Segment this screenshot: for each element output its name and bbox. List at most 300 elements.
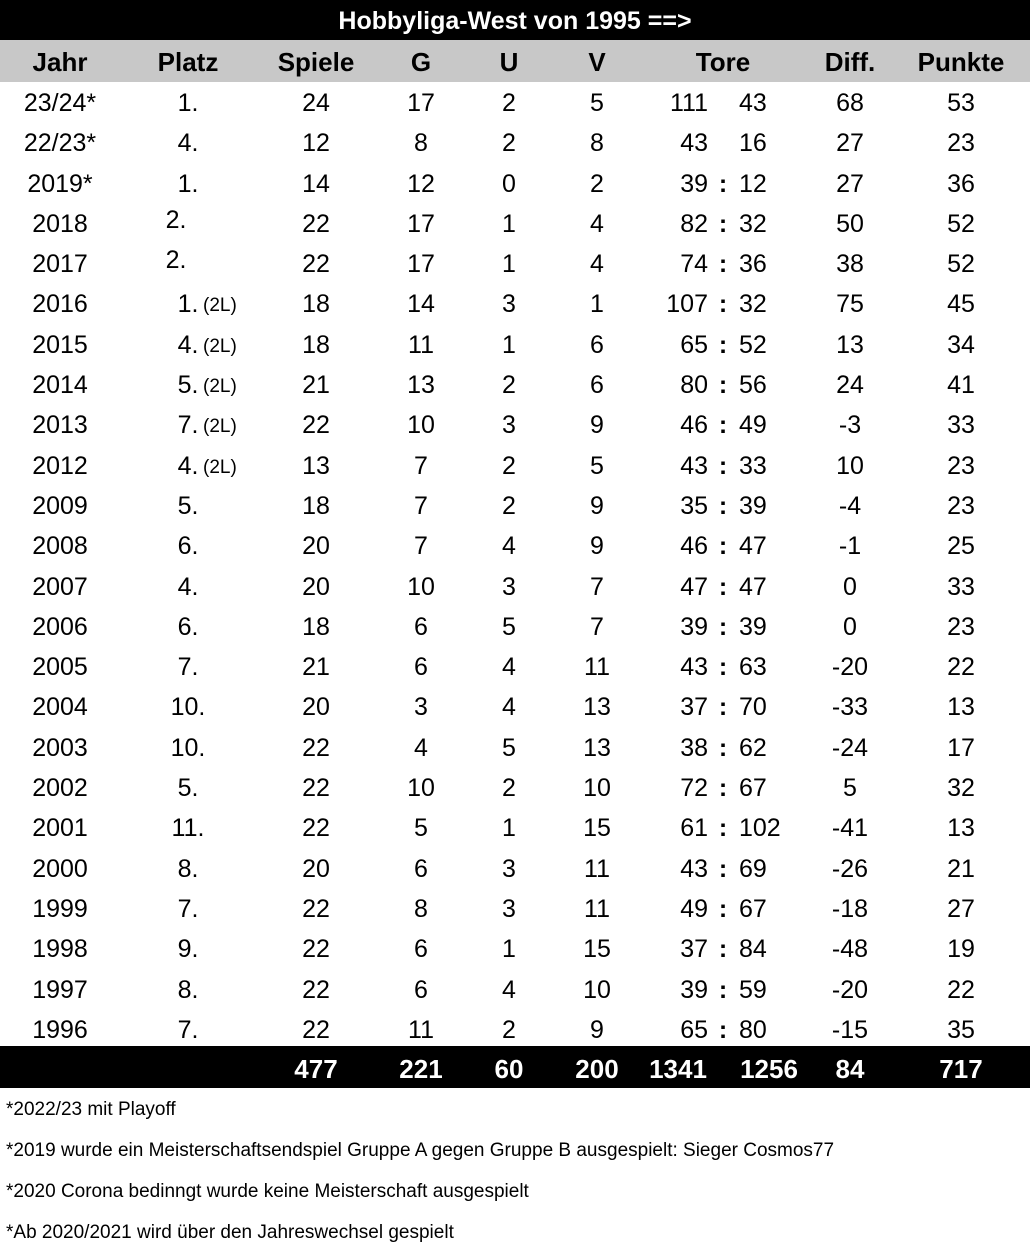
cell-punkte: 33 [947, 572, 975, 601]
cell-u: 5 [502, 612, 516, 641]
cell-platz: 8. [177, 975, 199, 1004]
table-row [0, 445, 1030, 485]
cell-spiele: 22 [302, 209, 330, 238]
cell-punkte: 17 [947, 733, 975, 762]
footnote: *2022/23 mit Playoff [6, 1099, 176, 1120]
cell-platz: 4. [177, 572, 199, 601]
table-row [0, 807, 1030, 847]
cell-sep: : [718, 572, 728, 601]
cell-v: 6 [590, 371, 604, 400]
header-v: V [588, 47, 606, 77]
cell-platz: 4. [177, 330, 199, 359]
cell-jahr: 2007 [32, 572, 88, 601]
cell-platz: 6. [177, 532, 199, 561]
cell-jahr: 2018 [32, 209, 88, 238]
table-row [0, 767, 1030, 807]
cell-sep: : [718, 814, 728, 843]
cell-jahr: 2014 [32, 371, 88, 400]
cell-spiele: 20 [302, 572, 330, 601]
table-title: Hobbyliga-West von 1995 ==> [0, 0, 1030, 40]
cell-platz: 5. [177, 371, 199, 400]
cell-sep: : [718, 371, 728, 400]
cell-tore-for: 43 [680, 451, 708, 480]
cell-tore-for: 43 [680, 854, 708, 883]
cell-g: 6 [414, 975, 428, 1004]
cell-u: 1 [502, 250, 516, 279]
cell-jahr: 2013 [32, 411, 88, 440]
table-row [0, 566, 1030, 606]
cell-diff: 27 [836, 169, 864, 198]
table-row [0, 606, 1030, 646]
cell-punkte: 19 [947, 935, 975, 964]
cell-jahr: 2000 [32, 854, 88, 883]
header-punkte: Punkte [917, 47, 1005, 77]
cell-g: 6 [414, 612, 428, 641]
cell-v: 9 [590, 411, 604, 440]
cell-u: 2 [502, 371, 516, 400]
cell-spiele: 21 [302, 371, 330, 400]
cell-spiele: 18 [302, 290, 330, 319]
cell-platz: 1. [177, 89, 199, 117]
cell-tore-against: 67 [739, 774, 767, 803]
table-row [0, 848, 1030, 888]
cell-u: 0 [502, 169, 516, 198]
cell-tore-against: 67 [739, 894, 767, 923]
cell-jahr: 2016 [32, 290, 88, 319]
cell-g: 7 [414, 451, 428, 480]
cell-tore-against: 80 [739, 1015, 767, 1044]
header-spiele: Spiele [277, 47, 355, 77]
cell-g: 13 [407, 371, 435, 400]
cell-spiele: 20 [302, 854, 330, 883]
table-row [0, 404, 1030, 444]
cell-sep: : [718, 894, 728, 923]
cell-spiele: 22 [302, 814, 330, 843]
table-row [0, 969, 1030, 1009]
cell-spiele: 18 [302, 491, 330, 520]
cell-diff: 24 [836, 371, 864, 400]
total-spiele: 477 [294, 1054, 338, 1084]
cell-tore-for: 111 [669, 89, 708, 117]
cell-tore-for: 43 [680, 129, 708, 158]
cell-u: 4 [502, 532, 516, 561]
total-tore-for: 1341 [649, 1054, 707, 1084]
cell-spiele: 22 [302, 975, 330, 1004]
cell-jahr: 1996 [32, 1015, 88, 1044]
cell-v: 8 [590, 129, 604, 158]
cell-g: 4 [414, 733, 428, 762]
cell-tore-against: 12 [739, 169, 767, 198]
cell-sep: : [718, 935, 728, 964]
table-row [0, 727, 1030, 767]
cell-g: 14 [407, 290, 435, 319]
cell-u: 4 [502, 975, 516, 1004]
cell-tore-against: 47 [739, 572, 767, 601]
total-diff: 84 [835, 1054, 865, 1084]
cell-platz: 6. [177, 612, 199, 641]
cell-sep: : [718, 733, 728, 762]
table-row [0, 928, 1030, 968]
cell-tore-for: 65 [680, 330, 708, 359]
cell-jahr: 2008 [32, 532, 88, 561]
cell-u: 1 [502, 330, 516, 359]
cell-sep: : [718, 653, 728, 682]
cell-tore-for: 82 [680, 209, 708, 238]
cell-u: 4 [502, 693, 516, 722]
cell-u: 1 [502, 814, 516, 843]
table-row [0, 646, 1030, 686]
cell-tore-against: 32 [739, 209, 767, 238]
cell-g: 5 [414, 814, 428, 843]
cell-tore-for: 61 [680, 814, 708, 843]
cell-tore-against: 39 [739, 612, 767, 641]
cell-diff: -41 [831, 814, 869, 843]
cell-punkte: 34 [947, 330, 975, 359]
footnote: *2020 Corona bedinngt wurde keine Meisterschaft ausgespielt [6, 1181, 529, 1202]
cell-tore-for: 43 [680, 653, 708, 682]
cell-g: 17 [407, 250, 435, 279]
cell-platz: 1. [177, 169, 199, 198]
cell-v: 10 [583, 774, 611, 803]
cell-g: 7 [414, 532, 428, 561]
cell-platz: 7. [177, 894, 199, 923]
cell-tore-against: 16 [739, 129, 767, 158]
cell-diff: -48 [831, 935, 869, 964]
cell-v: 7 [590, 572, 604, 601]
cell-spiele: 13 [302, 451, 330, 480]
cell-punkte: 32 [947, 774, 975, 803]
cell-v: 2 [590, 169, 604, 198]
cell-tore-against: 49 [739, 411, 767, 440]
header-row [0, 40, 1030, 82]
cell-jahr: 2001 [32, 814, 88, 843]
cell-liga: (2L) [203, 335, 237, 357]
cell-spiele: 22 [302, 733, 330, 762]
cell-jahr: 22/23* [23, 129, 97, 158]
cell-u: 4 [502, 653, 516, 682]
cell-spiele: 18 [302, 330, 330, 359]
cell-v: 15 [583, 814, 611, 843]
cell-g: 8 [414, 894, 428, 923]
cell-diff: -20 [831, 975, 869, 1004]
cell-v: 1 [590, 290, 604, 319]
cell-tore-for: 46 [680, 411, 708, 440]
cell-v: 10 [583, 975, 611, 1004]
cell-spiele: 18 [302, 612, 330, 641]
cell-g: 3 [414, 693, 428, 722]
cell-diff: 10 [836, 451, 864, 480]
table-row [0, 888, 1030, 928]
cell-jahr: 2015 [32, 330, 88, 359]
cell-g: 17 [407, 209, 435, 238]
cell-punkte: 21 [947, 854, 975, 883]
cell-v: 11 [584, 653, 610, 682]
cell-u: 3 [502, 411, 516, 440]
cell-punkte: 52 [947, 209, 975, 238]
cell-diff: 5 [843, 774, 857, 803]
cell-spiele: 22 [302, 411, 330, 440]
cell-v: 5 [590, 89, 604, 117]
cell-sep: : [718, 290, 728, 319]
cell-g: 11 [408, 330, 434, 359]
table-row [0, 364, 1030, 404]
cell-punkte: 41 [947, 371, 975, 400]
header-jahr: Jahr [32, 47, 88, 77]
cell-tore-against: 102 [739, 814, 781, 843]
cell-platz: 1. [177, 290, 199, 319]
cell-tore-for: 46 [680, 532, 708, 561]
cell-v: 9 [590, 491, 604, 520]
cell-diff: -24 [831, 733, 869, 762]
cell-tore-for: 65 [680, 1015, 708, 1044]
table-row [0, 243, 1030, 283]
cell-tore-for: 72 [680, 774, 708, 803]
cell-diff: -1 [838, 532, 862, 561]
cell-platz: 2. [165, 205, 187, 234]
cell-u: 2 [502, 451, 516, 480]
cell-diff: -33 [831, 693, 869, 722]
cell-jahr: 1998 [32, 935, 88, 964]
cell-u: 1 [502, 209, 516, 238]
total-punkte: 717 [939, 1054, 983, 1084]
cell-v: 11 [584, 894, 610, 923]
cell-sep: : [718, 209, 728, 238]
table-row [0, 122, 1030, 162]
cell-tore-for: 35 [680, 491, 708, 520]
cell-jahr: 2003 [32, 733, 88, 762]
table-row [0, 203, 1030, 243]
header-diff: Diff. [824, 47, 876, 77]
cell-punkte: 53 [947, 89, 975, 117]
cell-punkte: 23 [947, 129, 975, 158]
cell-diff: 27 [836, 129, 864, 158]
cell-platz: 9. [177, 935, 199, 964]
cell-u: 2 [502, 1015, 516, 1044]
footnote: *2019 wurde ein Meisterschaftsendspiel Gruppe A gegen Gruppe B ausgespielt: Sieger Cosmos77 [6, 1140, 835, 1161]
cell-jahr: 2002 [32, 774, 88, 803]
cell-diff: 68 [836, 89, 864, 117]
cell-v: 5 [590, 451, 604, 480]
cell-tore-against: 56 [739, 371, 767, 400]
cell-v: 11 [584, 854, 610, 883]
cell-spiele: 20 [302, 532, 330, 561]
footnote: *Ab 2020/2021 wird über den Jahreswechsel gespielt [6, 1222, 454, 1243]
cell-sep: : [718, 975, 728, 1004]
cell-spiele: 22 [302, 935, 330, 964]
cell-diff: 0 [843, 612, 857, 641]
cell-spiele: 22 [302, 894, 330, 923]
table-row [0, 283, 1030, 323]
cell-tore-against: 59 [739, 975, 767, 1004]
cell-v: 9 [590, 532, 604, 561]
cell-spiele: 24 [302, 89, 330, 117]
cell-tore-against: 32 [739, 290, 767, 319]
cell-g: 11 [408, 1015, 434, 1044]
cell-punkte: 13 [947, 693, 975, 722]
cell-punkte: 23 [947, 612, 975, 641]
cell-tore-for: 80 [680, 371, 708, 400]
cell-liga: (2L) [203, 376, 237, 398]
cell-platz: 4. [177, 451, 199, 480]
table-row [0, 82, 1030, 122]
cell-tore-against: 84 [739, 935, 767, 964]
cell-punkte: 45 [947, 290, 975, 319]
cell-jahr: 2004 [32, 693, 88, 722]
cell-platz: 11. [171, 814, 205, 843]
cell-punkte: 23 [947, 451, 975, 480]
cell-g: 10 [407, 774, 435, 803]
cell-tore-against: 70 [739, 693, 767, 722]
cell-diff: 50 [836, 209, 864, 238]
cell-punkte: 13 [947, 814, 975, 843]
cell-u: 3 [502, 290, 516, 319]
cell-tore-for: 37 [680, 693, 708, 722]
cell-tore-against: 47 [739, 532, 767, 561]
cell-diff: -18 [831, 894, 869, 923]
cell-v: 7 [590, 612, 604, 641]
header-u: U [499, 47, 519, 77]
cell-platz: 7. [177, 653, 199, 682]
cell-tore-against: 36 [739, 250, 767, 279]
cell-u: 2 [502, 491, 516, 520]
table-row [0, 163, 1030, 203]
table-row [0, 525, 1030, 565]
cell-spiele: 12 [302, 129, 330, 158]
cell-sep: : [718, 854, 728, 883]
cell-punkte: 36 [947, 169, 975, 198]
cell-diff: 0 [843, 572, 857, 601]
cell-u: 3 [502, 854, 516, 883]
header-platz: Platz [157, 47, 219, 77]
cell-g: 8 [414, 129, 428, 158]
cell-sep: : [718, 250, 728, 279]
cell-liga: (2L) [203, 416, 237, 438]
cell-tore-against: 69 [739, 854, 767, 883]
cell-jahr: 2019* [27, 169, 93, 198]
cell-jahr: 2012 [32, 451, 88, 480]
cell-tore-for: 49 [680, 894, 708, 923]
cell-platz: 5. [177, 774, 199, 803]
cell-tore-for: 39 [680, 975, 708, 1004]
cell-diff: 75 [836, 290, 864, 319]
cell-diff: -26 [831, 854, 869, 883]
cell-diff: -20 [831, 653, 869, 682]
cell-diff: -4 [838, 491, 862, 520]
total-g: 221 [399, 1054, 443, 1084]
cell-sep: : [718, 169, 728, 198]
cell-jahr: 2017 [32, 250, 88, 279]
cell-tore-for: 47 [680, 572, 708, 601]
cell-v: 13 [583, 733, 611, 762]
cell-tore-against: 43 [739, 89, 767, 117]
table-row [0, 324, 1030, 364]
cell-liga: (2L) [203, 295, 237, 317]
cell-punkte: 52 [947, 250, 975, 279]
cell-punkte: 27 [947, 894, 975, 923]
cell-spiele: 22 [302, 250, 330, 279]
season-rows [0, 82, 1030, 1049]
cell-jahr: 2009 [32, 491, 88, 520]
cell-punkte: 23 [947, 491, 975, 520]
footnotes [6, 1092, 1026, 1256]
cell-u: 2 [502, 774, 516, 803]
cell-u: 2 [502, 129, 516, 158]
cell-g: 6 [414, 653, 428, 682]
total-tore-against: 1256 [740, 1054, 798, 1084]
cell-u: 5 [502, 733, 516, 762]
cell-diff: 13 [836, 330, 864, 359]
cell-platz: 4. [177, 129, 199, 158]
cell-g: 7 [414, 491, 428, 520]
cell-g: 10 [407, 572, 435, 601]
cell-spiele: 21 [302, 653, 330, 682]
cell-punkte: 35 [947, 1015, 975, 1044]
cell-v: 13 [583, 693, 611, 722]
cell-sep: : [718, 1015, 728, 1044]
cell-tore-against: 39 [739, 491, 767, 520]
cell-platz: 10. [170, 693, 206, 722]
cell-jahr: 2006 [32, 612, 88, 641]
header-tore: Tore [695, 47, 751, 77]
table-row [0, 485, 1030, 525]
cell-u: 3 [502, 894, 516, 923]
cell-sep: : [718, 612, 728, 641]
cell-v: 4 [590, 209, 604, 238]
cell-tore-against: 52 [739, 330, 767, 359]
cell-sep: : [718, 330, 728, 359]
cell-platz: 2. [165, 246, 187, 275]
header-g: G [410, 47, 432, 77]
totals-row [0, 1046, 1030, 1088]
cell-sep: : [718, 774, 728, 803]
cell-g: 17 [407, 89, 435, 117]
cell-tore-against: 62 [739, 733, 767, 762]
cell-tore-against: 63 [739, 653, 767, 682]
cell-tore-for: 74 [680, 250, 708, 279]
cell-diff: -15 [831, 1015, 869, 1044]
cell-g: 6 [414, 935, 428, 964]
total-u: 60 [494, 1054, 524, 1084]
cell-punkte: 22 [947, 653, 975, 682]
table-row [0, 1009, 1030, 1049]
cell-tore-for: 107 [666, 290, 708, 319]
cell-jahr: 2005 [32, 653, 88, 682]
total-v: 200 [575, 1054, 619, 1084]
cell-tore-for: 39 [680, 612, 708, 641]
cell-sep: : [718, 491, 728, 520]
cell-platz: 8. [177, 854, 199, 883]
cell-platz: 10. [170, 733, 206, 762]
cell-punkte: 25 [947, 532, 975, 561]
cell-diff: -3 [838, 411, 862, 440]
cell-jahr: 1999 [32, 894, 88, 923]
cell-sep: : [718, 693, 728, 722]
cell-v: 6 [590, 330, 604, 359]
cell-platz: 7. [177, 1015, 199, 1044]
table-row [0, 686, 1030, 726]
cell-punkte: 33 [947, 411, 975, 440]
cell-sep: : [718, 451, 728, 480]
cell-liga: (2L) [203, 456, 237, 478]
cell-spiele: 14 [302, 169, 330, 198]
cell-spiele: 22 [302, 1015, 330, 1044]
cell-tore-against: 33 [739, 451, 767, 480]
cell-g: 10 [407, 411, 435, 440]
cell-tore-for: 37 [680, 935, 708, 964]
cell-v: 4 [590, 250, 604, 279]
cell-diff: 38 [836, 250, 864, 279]
cell-tore-for: 39 [680, 169, 708, 198]
